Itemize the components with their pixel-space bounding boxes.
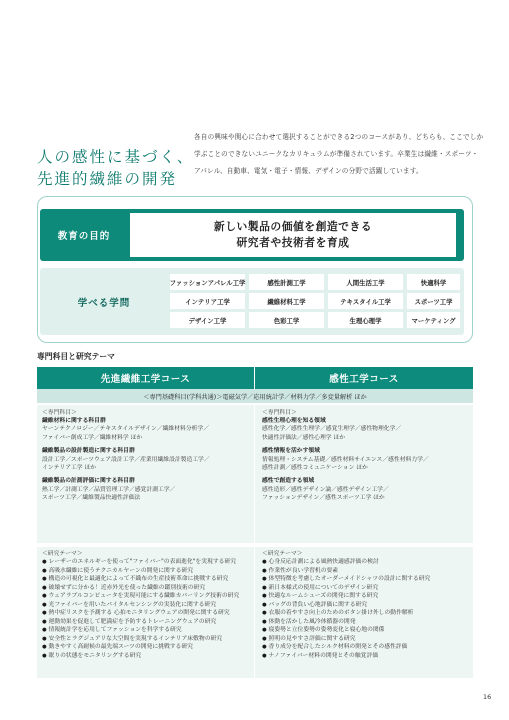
common-subjects: ＜専門基礎科目(学科共通)＞電磁気学／応用統計学／材料力学／多変量解析 ほか — [37, 389, 473, 403]
heading-line-1: 人の感性に基づく、 — [37, 148, 195, 166]
purpose-line-2: 研究者や技術者を育成 — [236, 236, 350, 249]
left-theme-item: ● 高吸水繊維に使うテクニカルヤーンの開発に関する研究 — [42, 567, 252, 576]
page-heading — [37, 146, 194, 190]
purpose-title: 教育の目的 — [57, 231, 111, 242]
subject-cell: 繊維材料工学 — [249, 293, 324, 309]
subject-cell: 人間生活工学 — [328, 274, 403, 290]
right-group-line: ファッションデザイン／感性スポーツ工学 ほか — [262, 494, 385, 501]
right-subjects — [262, 409, 472, 502]
left-group-line: インテリア工学 ほか — [42, 464, 97, 471]
right-theme-item: ● バッグの背負い心地評価に関する研究 — [262, 601, 472, 610]
left-group-2 — [42, 447, 252, 472]
subject-cell: 快適科学 — [407, 274, 460, 290]
heading-line-2: 先進的繊維の開発 — [37, 170, 178, 188]
left-group-line: 熱工学／計測工学／品質管理工学／感覚計測工学／ — [42, 486, 176, 493]
right-theme-item: ● 新日本様式の使用についてのデザイン研究 — [262, 584, 472, 593]
left-group-title: 繊維製品の計測評価に関する科目群 — [42, 478, 135, 485]
right-group-line: 感性化学／感性生理学／感覚生理学／感性物理化学／ — [262, 426, 402, 433]
subject-cell: ファッションアパレル工学 — [170, 274, 245, 290]
purpose-bar — [40, 209, 464, 261]
left-group-line: ファイバー創成工学／繊維材料学 ほか — [42, 434, 143, 441]
subject-cell: 生理心理学 — [328, 312, 403, 328]
right-group-line: 感性計測／感性コミュニケーション ほか — [262, 464, 368, 471]
right-group-title: 感性情報を活かす領域 — [262, 448, 320, 455]
right-group-1 — [262, 417, 472, 442]
right-theme-item: ● 寝姿勢と立位姿勢の姿勢変化と寝心地の関係 — [262, 626, 472, 635]
left-group-1 — [42, 417, 252, 442]
subject-cell: 感性計測工学 — [249, 274, 324, 290]
right-theme-item: ● 作業性が良い学習机の要素 — [262, 567, 472, 576]
section-title: 専門科目と研究テーマ — [37, 352, 115, 361]
left-theme-item: ● 破壊せずに分かる！近赤外光を使った繊維の鑑別技術の研究 — [42, 584, 252, 593]
right-theme-item: ● 衣服の着やすさ向上のためのボタン掛け外しの動作解析 — [262, 609, 472, 618]
subjects-title: 学べる学問 — [77, 297, 131, 309]
left-theme-item: ● レーザーのエネルギーを使って"ファイバー"の表面進化"を実現する研究 — [42, 558, 252, 567]
subject-cell: テキスタイル工学 — [328, 293, 403, 309]
left-theme-item: ● 情報統計学を応用してファッションを科学する研究 — [42, 626, 252, 635]
subject-cell: 色彩工学 — [249, 312, 324, 328]
subject-cell: インテリア工学 — [170, 293, 245, 309]
right-group-3 — [262, 477, 472, 502]
left-subjects-label: ＜専門科目＞ — [42, 410, 77, 416]
left-themes-label: ＜研究テーマ＞ — [42, 551, 83, 557]
right-theme-item: ● 香り成分を配合したシルク材料の開発とその感性評価 — [262, 643, 472, 652]
right-themes — [262, 550, 472, 660]
subjects-bar — [40, 268, 464, 335]
right-subjects-label: ＜専門科目＞ — [262, 410, 297, 416]
left-group-title: 繊維材料に関する科目群 — [42, 418, 106, 425]
right-group-line: 情報処理・システム基礎／感性材料サイエンス／感性材料力学／ — [262, 456, 429, 463]
right-group-title: 感性生理心理を知る領域 — [262, 418, 326, 425]
left-theme-item: ● 眠りの状態をモニタリングする研究 — [42, 652, 252, 661]
left-theme-item: ● 安全性とラグジュアリな大空間を実現するインテリア床敷物の研究 — [42, 635, 252, 644]
subject-cell: マーケティング — [407, 312, 460, 328]
course-header-kansei: 感性工学コース — [255, 367, 473, 389]
right-themes-label: ＜研究テーマ＞ — [262, 551, 303, 557]
right-theme-item: ● 体型特徴を考慮したオーダーメイドシャツの設計に関する研究 — [262, 575, 472, 584]
left-theme-item: ● 動きやすく高耐候の最先端スーツの開発に挑戦する研究 — [42, 643, 252, 652]
left-group-title: 繊維製品の設計製造に関する科目群 — [42, 448, 135, 455]
purpose-box — [130, 213, 456, 257]
course-header-advanced-fiber: 先進繊維工学コース — [37, 367, 254, 389]
intro-text: 各自の興味や関心に合わせて選択することができる2つのコースがあり、どちらも、ここでしか学ぶことのできないユニークなカリキュラムが準備されています。卒業生は繊維・スポーツ・アパレル、自動車、電気・電子・情報、デザインの分野で活躍しています。 — [194, 133, 484, 175]
left-theme-item: ● 構造の可視化と最適化によって不織布の生産技術革命に挑戦する研究 — [42, 575, 252, 584]
right-group-line: 快適性評価法／感性心理学 ほか — [262, 434, 345, 441]
left-theme-item: ● 熱中症リスクを予測する 心拍モニタリングウェアの開発に関する研究 — [42, 609, 252, 618]
right-group-2 — [262, 447, 472, 472]
right-group-line: 感性造形／感性デザイン論／感性デザイン工学／ — [262, 486, 389, 493]
subject-cell: スポーツ工学 — [407, 293, 460, 309]
left-theme-item: ● 運動効果を促進して肥満症を予防するトレーニングウェアの研究 — [42, 618, 252, 627]
right-theme-item: ● 照明の見やすさ評価に関する研究 — [262, 635, 472, 644]
right-theme-item: ● ナノファイバー材料の開発とその触覚評価 — [262, 652, 472, 661]
left-theme-item: ● 光ファイバーを用いたバイタルセンシングの実装化に関する研究 — [42, 601, 252, 610]
left-subjects — [42, 409, 252, 502]
left-themes — [42, 550, 252, 660]
right-theme-item: ● 体動を活かした風冷体循器の開発 — [262, 618, 472, 627]
right-theme-item: ● 快適なルームシューズの開発に関する研究 — [262, 592, 472, 601]
purpose-line-1: 新しい製品の価値を創造できる — [213, 220, 373, 233]
page-number: 16 — [483, 693, 492, 701]
left-theme-item: ● ウェアラブルコンピュータを実現可能にする繊維カバーリング技術の研究 — [42, 592, 252, 601]
right-theme-item: ● 心身反応計測による風熱快適感評価の検討 — [262, 558, 472, 567]
left-group-line: スポーツ工学／繊維製品快適性評価法 — [42, 494, 141, 501]
right-group-title: 感性で創造する領域 — [262, 478, 315, 485]
subject-cell: デザイン工学 — [170, 312, 245, 328]
left-group-3 — [42, 477, 252, 502]
left-group-line: 設計工学／スポーツウェア設計工学／産業用繊維設計製造工学／ — [42, 456, 210, 463]
left-group-line: ヤーンテクノロジー／テキスタイルデザイン／繊維材料分析学／ — [42, 426, 210, 433]
